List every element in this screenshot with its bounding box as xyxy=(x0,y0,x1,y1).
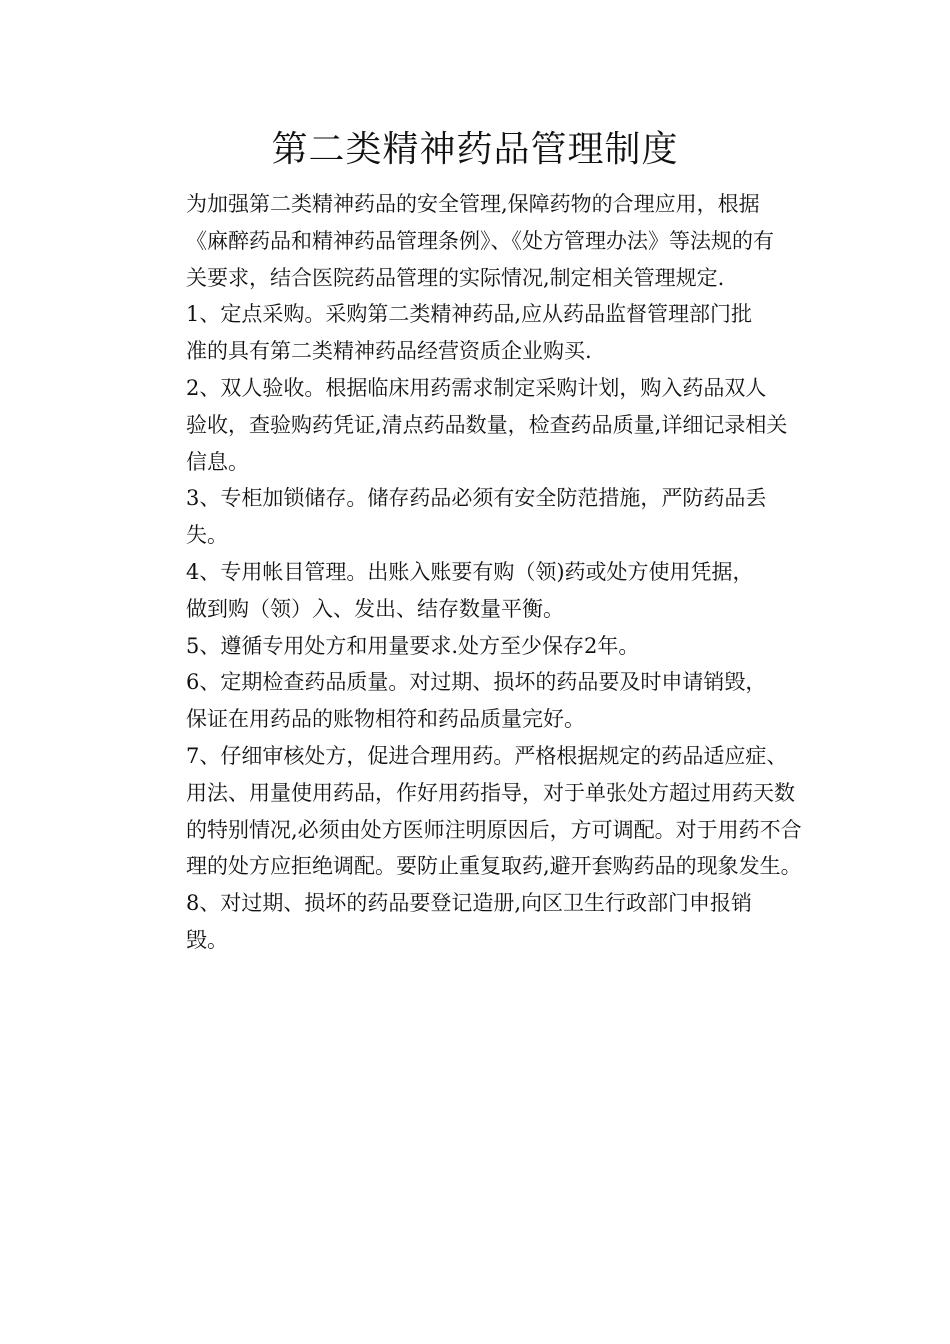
text-line: 7、仔细审核处方，促进合理用药。严格根据规定的药品适应症、 xyxy=(186,743,788,768)
text-line: 3、专柜加锁储存。储存药品必须有安全防范措施，严防药品丢 xyxy=(186,486,767,511)
text-line: 8、对过期、损坏的药品要登记造册,向区卫生行政部门申报销 xyxy=(186,891,753,916)
intro-paragraph xyxy=(144,186,812,296)
rule-paragraph-7 xyxy=(144,738,812,885)
text-line: 关要求，结合医院药品管理的实际情况,制定相关管理规定. xyxy=(186,265,725,290)
text-line: 保证在用药品的账物相符和药品质量完好。 xyxy=(186,707,585,732)
rule-paragraph-5 xyxy=(144,628,812,665)
rule-paragraph-8 xyxy=(144,885,812,959)
text-line: 验收，查验购药凭证,清点药品数量，检查药品质量,详细记录相关 xyxy=(186,412,788,437)
text-line: 5、遵循专用处方和用量要求.处方至少保存2年。 xyxy=(186,633,640,658)
text-line: 毁。 xyxy=(186,927,228,952)
document-title: 第二类精神药品管理制度 xyxy=(271,129,679,170)
text-line: 用法、用量使用药品，作好用药指导，对于单张处方超过用药天数 xyxy=(186,780,795,805)
document-body xyxy=(144,186,812,959)
rule-paragraph-3 xyxy=(144,480,812,554)
text-line: 6、定期检查药品质量。对过期、损坏的药品要及时申请销毁， xyxy=(186,670,767,695)
text-line: 做到购（领）入、发出、结存数量平衡。 xyxy=(186,596,564,621)
rule-paragraph-2 xyxy=(144,370,812,480)
text-line: 为加强第二类精神药品的安全管理,保障药物的合理应用，根据 xyxy=(186,192,760,216)
rule-paragraph-4 xyxy=(144,554,812,628)
text-line: 理的处方应拒绝调配。要防止重复取药,避开套购药品的现象发生。 xyxy=(186,854,802,879)
rule-paragraph-1 xyxy=(144,296,812,370)
text-line: 1、定点采购。采购第二类精神药品,应从药品监督管理部门批 xyxy=(186,302,753,327)
text-line: 准的具有第二类精神药品经营资质企业购买. xyxy=(186,339,592,364)
text-line: 2、双人验收。根据临床用药需求制定采购计划，购入药品双人 xyxy=(186,375,767,400)
text-line: 信息。 xyxy=(186,449,249,474)
rule-paragraph-6 xyxy=(144,664,812,738)
text-line: 《麻醉药品和精神药品管理条例》、《处方管理办法》等法规的有 xyxy=(186,228,774,253)
text-line: 的特别情况,必须由处方医师注明原因后，方可调配。对于用药不合 xyxy=(186,817,802,842)
text-line: 失。 xyxy=(186,523,228,548)
text-line: 4、专用帐目管理。出账入账要有购（领)药或处方使用凭据， xyxy=(186,559,754,584)
